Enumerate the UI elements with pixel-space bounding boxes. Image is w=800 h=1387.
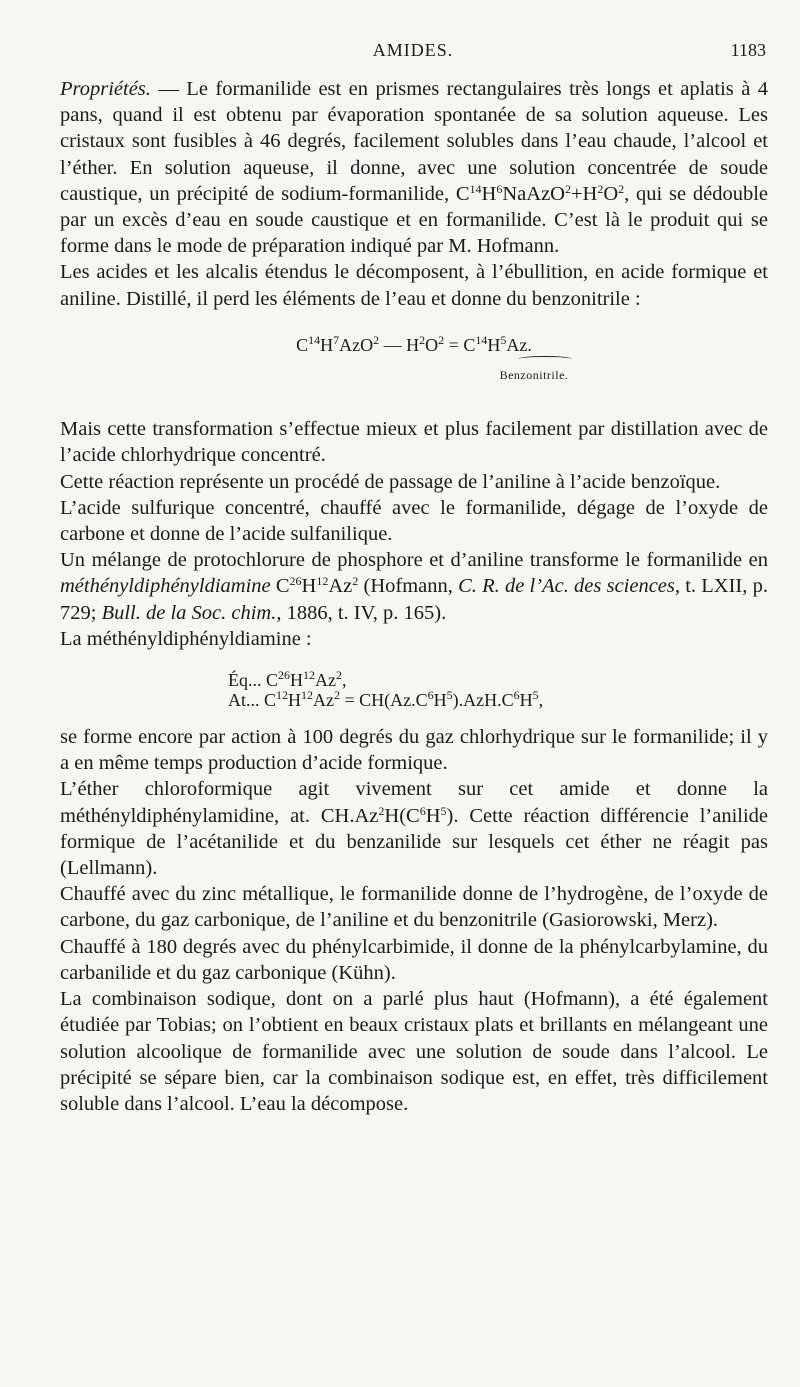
- text-run: ). Cette réaction différencie l’anilide formique de l’acétanilide et du benzanilide sur lesquels cet éther ne réagit pas (Lellmann).: [60, 804, 768, 880]
- f-run: H: [290, 670, 304, 691]
- paragraph-hofmann: [60, 547, 768, 626]
- f-sub: 2: [336, 668, 343, 683]
- f-run: H: [519, 690, 533, 711]
- subscript: 6: [419, 803, 426, 818]
- text-run: (Hofmann,: [358, 575, 459, 598]
- eq-run: O: [425, 334, 439, 355]
- paragraph: Les acides et les alcalis étendus le décomposent, à l’ébullition, en acide formique et aniline. Distillé, il perd les éléments de l’eau et donne du benzonitrile :: [60, 261, 768, 310]
- text-run: O: [603, 182, 619, 205]
- eq-sub: 14: [475, 332, 488, 347]
- paragraph: Chauffé avec du zinc métallique, le formanilide donne de l’hydrogène, de l’oxyde de carbone, du gaz carbonique, de l’aniline et du benzonitrile (Gasiorowski, Merz).: [60, 883, 768, 932]
- text-run: , qui se dédouble par un excès d’eau en soude caustique et en formanilide. C’est là le produit qui se forme dans le mode de préparation indiqué par M. Hofmann.: [60, 182, 768, 258]
- paragraph: Chauffé à 180 degrés avec du phénylcarbimide, il donne de la phénylcarbylamine, du carbanilide et du gaz carbonique (Kühn).: [60, 935, 768, 984]
- f-sub: 26: [278, 668, 291, 683]
- text-run: t. LXII, p. 729;: [60, 575, 768, 624]
- subscript: 14: [469, 181, 482, 196]
- subscript: 5: [440, 803, 447, 818]
- paragraph: Mais cette transformation s’effectue mieux et plus facilement par distillation avec de l’acide chlorhydrique concentré.: [60, 418, 768, 467]
- subscript: 2: [352, 574, 359, 589]
- eq-run: H: [320, 334, 334, 355]
- f-run: Az: [313, 690, 335, 711]
- f-run: H: [288, 690, 302, 711]
- eq-sub: 14: [308, 332, 321, 347]
- f-run: = CH(Az.C: [340, 690, 428, 711]
- formula-block: [228, 670, 768, 710]
- page-number: 1183: [730, 40, 766, 60]
- f-run: H: [433, 690, 447, 711]
- body-text: [60, 76, 768, 1117]
- text-run: C: [270, 575, 290, 598]
- eq-sub: 2: [419, 332, 426, 347]
- f-sub: 5: [532, 688, 539, 703]
- subscript: 12: [316, 574, 329, 589]
- eq-run: H: [487, 334, 501, 355]
- text-run: NaAzO: [502, 182, 565, 205]
- running-header: [60, 40, 766, 64]
- eq-run: Az.: [506, 334, 532, 355]
- eq-run: = C: [444, 334, 476, 355]
- italic-citation: C. R. de l’Ac. des sciences,: [458, 575, 681, 598]
- subscript: 2: [597, 181, 604, 196]
- underbrace: [518, 356, 573, 362]
- f-run: At... C: [228, 690, 277, 711]
- text-run: — Le formanilide est en prismes rectangulaires très longs et aplatis à 4 pans, quand il est obtenu par évaporation spontanée de sa solution aqueuse. Les cristaux sont fusibles à 46 degrés, facilement solubles dans l’eau chaude, l’alcool et l’éther. En solution aqueuse, il donne, avec une solution concentrée de soude caustique, un précipité de sodium-formanilide, C: [60, 78, 768, 205]
- paragraph: se forme encore par action à 100 degrés du gaz chlorhydrique sur le formanilide; il y a en même temps production d’acide formique.: [60, 726, 768, 775]
- f-run: Az: [315, 670, 337, 691]
- paragraph: La combinaison sodique, dont on a parlé plus haut (Hofmann), a été également étudiée par Tobias; on l’obtient en beaux cristaux plats et brillants en mélangeant une solution alcoolique de formanilide avec une solution de soude dans l’alcool. Le précipité se sépare bien, car la combinaison sodique est, en effet, très difficilement soluble dans l’alcool. L’eau la décompose.: [60, 988, 768, 1115]
- f-sub: 6: [427, 688, 434, 703]
- paragraph-chloroformique: [60, 776, 768, 881]
- f-sub: 12: [301, 688, 314, 703]
- text-run: H: [481, 182, 497, 205]
- f-sub: 6: [513, 688, 520, 703]
- f-run: ).AzH.C: [452, 690, 514, 711]
- eq-sub: 5: [500, 332, 507, 347]
- paragraph: Cette réaction représente un procédé de passage de l’aniline à l’acide benzoïque.: [60, 470, 721, 493]
- italic-citation: Bull. de la Soc. chim.,: [101, 601, 282, 624]
- subscript: 26: [289, 574, 302, 589]
- text-run: Az: [328, 575, 353, 598]
- f-run: ,: [342, 670, 347, 691]
- paragraph-properties: [60, 76, 768, 259]
- text-run: H: [301, 575, 317, 598]
- eq-run: C: [296, 334, 309, 355]
- italic-term: méthényldiphényldiamine: [60, 575, 271, 598]
- subscript: 2: [378, 803, 385, 818]
- f-sub: 12: [276, 688, 289, 703]
- header-title: AMIDES.: [372, 40, 454, 60]
- subscript: 6: [496, 181, 503, 196]
- formula-eq: [228, 670, 768, 690]
- subscript: 2: [618, 181, 625, 196]
- eq-run: AzO: [339, 334, 374, 355]
- text-run: 1886, t. IV, p. 165).: [281, 601, 447, 624]
- text-run: +H: [570, 182, 598, 205]
- eq-sub: 2: [438, 332, 445, 347]
- equation-label-text: Benzonitrile.: [499, 368, 569, 383]
- f-run: Éq... C: [228, 670, 279, 691]
- eq-sub: 7: [333, 332, 340, 347]
- equation-label: [260, 362, 569, 388]
- text-run: H: [425, 804, 441, 827]
- f-sub: 2: [334, 688, 341, 703]
- text-run: Un mélange de protochlorure de phosphore et d’aniline transforme le formanilide en: [60, 549, 768, 572]
- f-sub: 5: [446, 688, 453, 703]
- f-sub: 12: [303, 668, 316, 683]
- subscript: 2: [564, 181, 571, 196]
- paragraph: L’acide sulfurique concentré, chauffé avec le formanilide, dégage de l’oxyde de carbone et donne de l’acide sulfanilique.: [60, 496, 768, 546]
- equation-benzonitrile: [60, 332, 768, 358]
- eq-run: — H: [379, 334, 420, 355]
- f-run: ,: [538, 690, 544, 711]
- formula-at: [228, 690, 768, 710]
- paragraph: La méthényldiphényldiamine :: [60, 627, 312, 650]
- equation-label-wrap: [60, 360, 768, 388]
- text-run: L’éther chloroformique agit vivement sur cet amide et donne la méthényldiphénylamidine, at. CH.Az: [60, 778, 768, 827]
- text-run: H(C: [384, 804, 420, 827]
- section-label: Propriétés.: [60, 78, 151, 100]
- eq-sub: 2: [373, 332, 380, 347]
